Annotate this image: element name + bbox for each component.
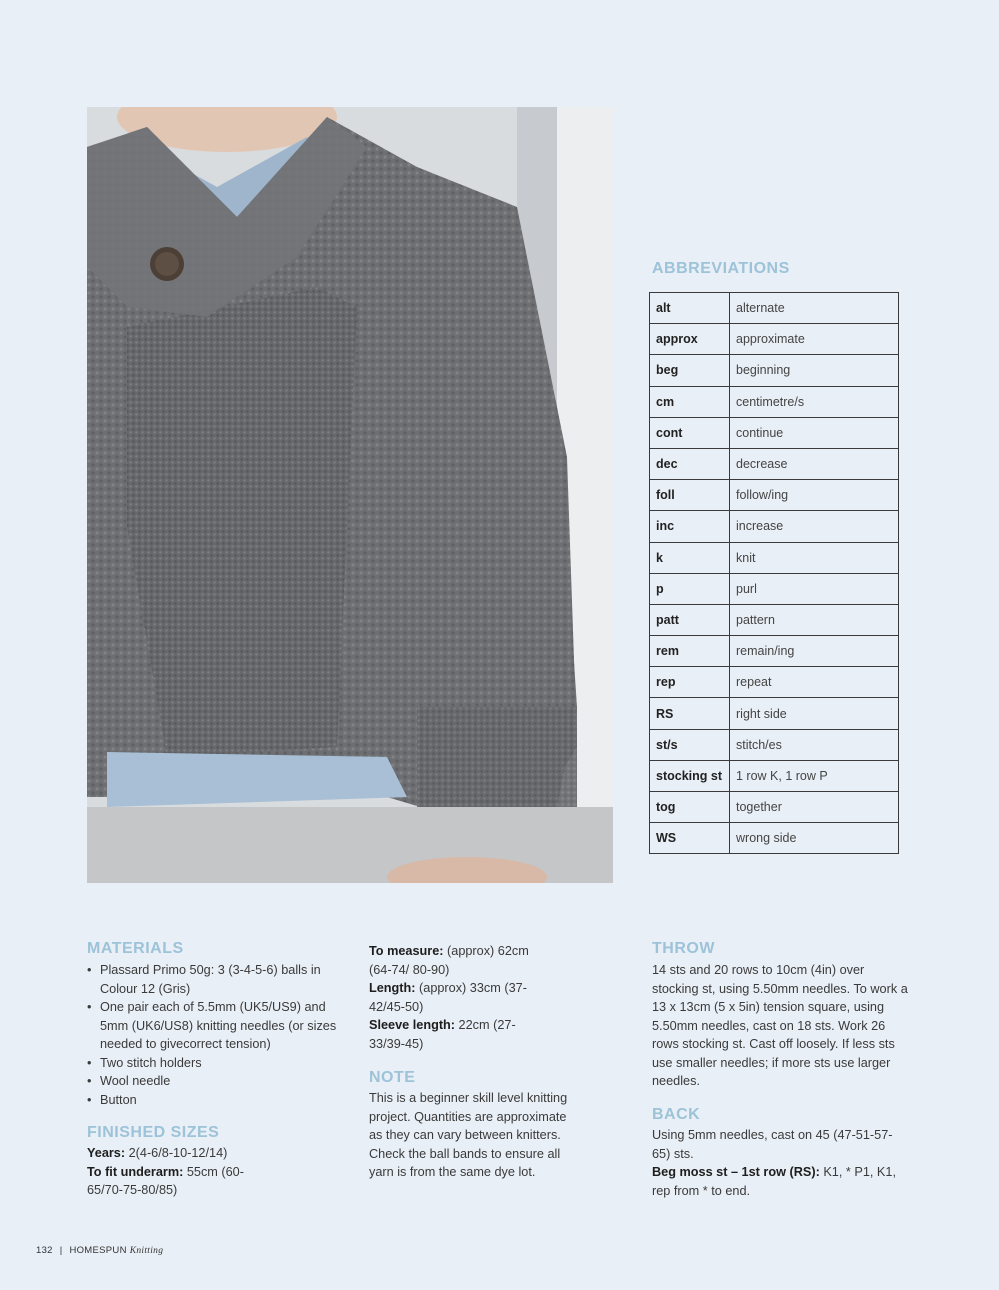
list-item: • One pair each of 5.5mm (UK5/US9) and 5mm (UK6/US8) knitting needles (or sizes needed to givecorrect tension) — [87, 998, 349, 1054]
moss-value: K1, * P1, K1, rep from * to end. — [652, 1165, 896, 1198]
abbreviation-meaning: together — [730, 792, 899, 823]
abbreviation-meaning: decrease — [730, 448, 899, 479]
years-value: 2(4-6/8-10-12/14) — [125, 1146, 228, 1160]
abbreviation-meaning: repeat — [730, 667, 899, 698]
years-label: Years: — [87, 1146, 126, 1160]
back-cast-on: Using 5mm needles, cast on 45 (47-51-57-65) sts. — [652, 1128, 893, 1161]
years-line — [87, 1144, 337, 1163]
underarm-line — [87, 1163, 257, 1200]
table-row — [650, 604, 899, 635]
back-title: BACK — [652, 1106, 701, 1123]
table-row — [650, 760, 899, 791]
abbreviation-term: cm — [650, 386, 730, 417]
page-footer — [36, 1245, 163, 1256]
abbreviation-term: beg — [650, 355, 730, 386]
abbreviation-meaning: alternate — [730, 293, 899, 324]
back-text — [652, 1126, 897, 1200]
abbreviation-term: st/s — [650, 729, 730, 760]
footer-brand-knitting: Knitting — [129, 1246, 164, 1256]
table-row — [650, 792, 899, 823]
to-measure-line — [369, 942, 529, 979]
materials-title: MATERIALS — [87, 940, 184, 957]
sleeve-line — [369, 1016, 529, 1053]
list-item: • Button — [87, 1091, 349, 1110]
measurements-text — [369, 942, 529, 1053]
abbreviation-meaning: 1 row K, 1 row P — [730, 760, 899, 791]
table-row — [650, 386, 899, 417]
abbreviation-term: alt — [650, 293, 730, 324]
abbreviation-meaning: beginning — [730, 355, 899, 386]
table-row — [650, 729, 899, 760]
abbreviation-meaning: follow/ing — [730, 480, 899, 511]
abbreviation-term: WS — [650, 823, 730, 854]
table-row — [650, 448, 899, 479]
throw-text: 14 sts and 20 rows to 10cm (4in) over stocking st, using 5.50mm needles. To work a 13 x 13cm (5 x 5in) tension square, using 5.50mm needles, cast on 18 sts. Work 26 rows stocking st. Cast off loosely. If less sts use smaller needles; if more sts use larger needles. — [652, 963, 908, 1088]
table-row — [650, 324, 899, 355]
table-row — [650, 667, 899, 698]
knitted-sweater-photo-icon — [87, 107, 613, 883]
abbreviation-meaning: right side — [730, 698, 899, 729]
materials-list-container — [87, 961, 349, 1109]
abbreviation-term: rep — [650, 667, 730, 698]
abbreviation-term: foll — [650, 480, 730, 511]
table-row — [650, 636, 899, 667]
abbreviation-term: rem — [650, 636, 730, 667]
abbreviations-table — [649, 292, 899, 854]
to-measure-label: To measure: — [369, 944, 444, 958]
table-row — [650, 355, 899, 386]
throw-title: THROW — [652, 940, 715, 957]
sleeve-value: 22cm (27-33/39-45) — [369, 1018, 516, 1051]
abbreviation-meaning: continue — [730, 417, 899, 448]
materials-list — [87, 961, 349, 1109]
list-item: • Two stitch holders — [87, 1054, 349, 1073]
table-row — [650, 480, 899, 511]
length-label: Length: — [369, 981, 416, 995]
sweater-photo — [87, 107, 613, 883]
abbreviation-meaning: knit — [730, 542, 899, 573]
abbreviation-term: stocking st — [650, 760, 730, 791]
abbreviation-term: k — [650, 542, 730, 573]
sleeve-label: Sleeve length: — [369, 1018, 456, 1032]
abbreviation-term: cont — [650, 417, 730, 448]
finished-sizes-text — [87, 1144, 337, 1200]
abbreviation-meaning: approximate — [730, 324, 899, 355]
abbreviation-term: inc — [650, 511, 730, 542]
table-row — [650, 417, 899, 448]
abbreviation-meaning: centimetre/s — [730, 386, 899, 417]
table-row — [650, 698, 899, 729]
table-row — [650, 573, 899, 604]
abbreviation-term: patt — [650, 604, 730, 635]
length-line — [369, 979, 529, 1016]
abbreviation-term: p — [650, 573, 730, 604]
table-row — [650, 542, 899, 573]
list-item: • Wool needle — [87, 1072, 349, 1091]
table-row — [650, 823, 899, 854]
table-row — [650, 293, 899, 324]
note-title: NOTE — [369, 1069, 416, 1086]
abbreviation-term: tog — [650, 792, 730, 823]
note-text: This is a beginner skill level knitting project. Quantities are approximate as they can vary between knitters. Check the ball bands to ensure all yarn is from the same dye lot. — [369, 1091, 568, 1179]
footer-separator: | — [59, 1245, 63, 1256]
list-item: • Plassard Primo 50g: 3 (3-4-5-6) balls in Colour 12 (Gris) — [87, 961, 349, 998]
abbreviations-title: ABBREVIATIONS — [652, 260, 790, 277]
to-measure-value: (approx) 62cm (64-74/ 80-90) — [369, 944, 529, 977]
abbreviation-meaning: stitch/es — [730, 729, 899, 760]
abbreviation-meaning: increase — [730, 511, 899, 542]
underarm-label: To fit underarm: — [87, 1164, 184, 1179]
abbreviation-meaning: remain/ing — [730, 636, 899, 667]
abbreviation-meaning: pattern — [730, 604, 899, 635]
abbreviation-meaning: purl — [730, 573, 899, 604]
table-row — [650, 511, 899, 542]
abbreviation-term: approx — [650, 324, 730, 355]
abbreviation-term: dec — [650, 448, 730, 479]
finished-sizes-title: FINISHED SIZES — [87, 1124, 220, 1141]
page-number: 132 — [36, 1245, 53, 1256]
abbreviation-term: RS — [650, 698, 730, 729]
underarm-value: 55cm (60-65/70-75-80/85) — [87, 1164, 244, 1197]
moss-label: Beg moss st – 1st row (RS): — [652, 1165, 820, 1179]
abbreviation-meaning: wrong side — [730, 823, 899, 854]
back-moss-line — [652, 1163, 897, 1200]
length-value: (approx) 33cm (37-42/45-50) — [369, 981, 527, 1014]
footer-brand: HOMESPUN — [69, 1245, 127, 1256]
